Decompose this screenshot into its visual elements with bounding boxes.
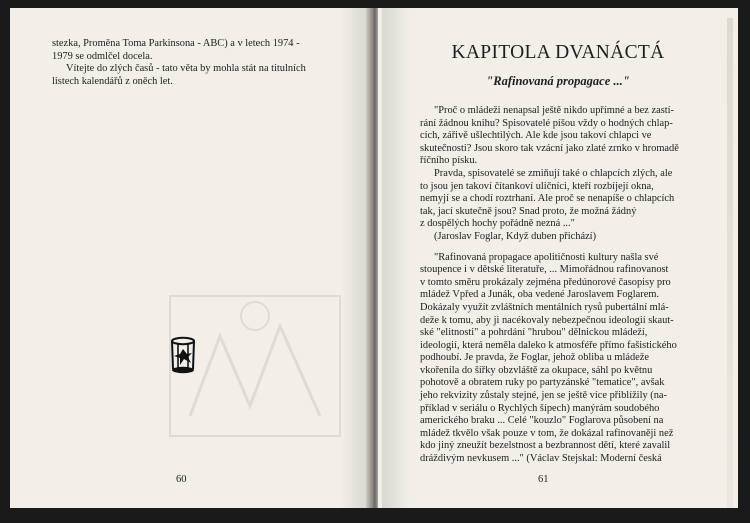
text-line: "Rafinovaná propagace apolitičnosti kultury našla své [434,251,659,263]
page-edge-stain [727,18,733,508]
text-line: Pravda, spisovatelé se zmiňují také o chlapcích zlých, ale [434,167,673,179]
text-line: ideologií, která neměla daleko k atmosféře přímo fašistického [420,339,677,351]
left-line: stezka, Proměna Toma Parkinsona - ABC) a v letech 1974 - [52,38,300,49]
text-line: podhoubí. Je pravda, že Foglar, jehož obliba u mládeže [420,352,649,364]
text-line: "Proč o mládeži nenapsal ještě nikdo upřímné a bez zastí- [434,105,674,116]
text-line: rání žádnou knihu? Spisovatelé píšou vždy o hodných chlap- [420,117,673,129]
text-line: skutečnosti? Jsou skoro tak vzácní jako zlaté zrnko v hromadě [420,142,679,154]
citation: (Jaroslav Foglar, Když duben přichází) [434,230,597,242]
text-line: mládež tkvělo však pouze v tom, že dokázal rafinovaněji než [420,427,674,439]
text-line: z dospělých hochy pořádně nezná ..." [420,218,575,230]
text-line: dráždivým nevkusem ..." (Václav Stejskal: Moderní česká [420,453,662,465]
spine-shadow [382,8,410,508]
text-line: nemyjí se a chodí roztrhaní. Ale proč se nenapíše o chlapcích [420,193,675,205]
left-page-text [52,38,334,88]
quote-paragraph [420,252,702,466]
right-page [378,8,738,508]
text-line: pohotově a obratem ruky po partyzánské "tematice", avšak [420,377,665,389]
text-line: deže k tomu, aby ji nacékovaly nebezpečnou ideologií skaut- [420,314,674,326]
caged-figure-emblem-icon [168,336,198,376]
left-line: 1979 se odmlčel docela. [52,50,153,62]
page-number: 61 [538,474,549,485]
spine-shadow [340,8,368,508]
text-line: amerického braku ... Celé "kouzlo" Foglarova působení na [420,415,664,427]
text-line: říčního písku. [420,155,478,167]
text-line: ské "elitnosti" a pohrdání "hrubou" dělnickou mládeží, [420,327,648,339]
text-line: kdo jiný zneužít bezelstnost a bezbrannost dětí, které zavalil [420,440,671,452]
text-line: příklad v seriálu o Rychlých šípech) manýrám soudobého [420,402,660,414]
left-line: Vítejte do zlých časů - tato věta by mohla stát na titulních [66,63,306,75]
text-line: stoupence i v dětské literatuře, ... Mimořádnou rafinovanost [420,264,669,276]
text-line: jeho rekvizity zůstaly stejné, jen se ještě více přiblížily (na- [420,390,667,402]
text-line: vkořenila do šířky obzvláště za okupace, sáhl po květnu [420,364,653,376]
text-line: to jsou jen takoví čítankoví uličníci, kteří rozbíjejí okna, [420,180,654,192]
text-line: cích, zářivě ušlechtilých. Ale kde jsou takoví chlapci ve [420,130,652,142]
text-line: tak, jací skutečně jsou? Snad proto, že možná žádný [420,205,637,217]
text-line: mládež Vpřed a Junák, oba vedené Jaroslavem Foglarem. [420,289,659,301]
chapter-subtitle: "Rafinovaná propagace ..." [486,74,630,88]
quote-paragraph [420,105,702,168]
page-number: 60 [176,474,187,485]
left-line: listech kalendářů z oněch let. [52,75,173,87]
text-line: Dokázaly využít zvláštních mentálních rysů pubertální mlá- [420,301,669,313]
quote-paragraph [420,168,702,231]
left-page [10,8,370,508]
text-line: v tomto směru prokázaly zejména předúnorové časopisy pro [420,276,671,288]
chapter-title: KAPITOLA DVANÁCTÁ [451,42,665,63]
right-page-text [420,105,702,466]
